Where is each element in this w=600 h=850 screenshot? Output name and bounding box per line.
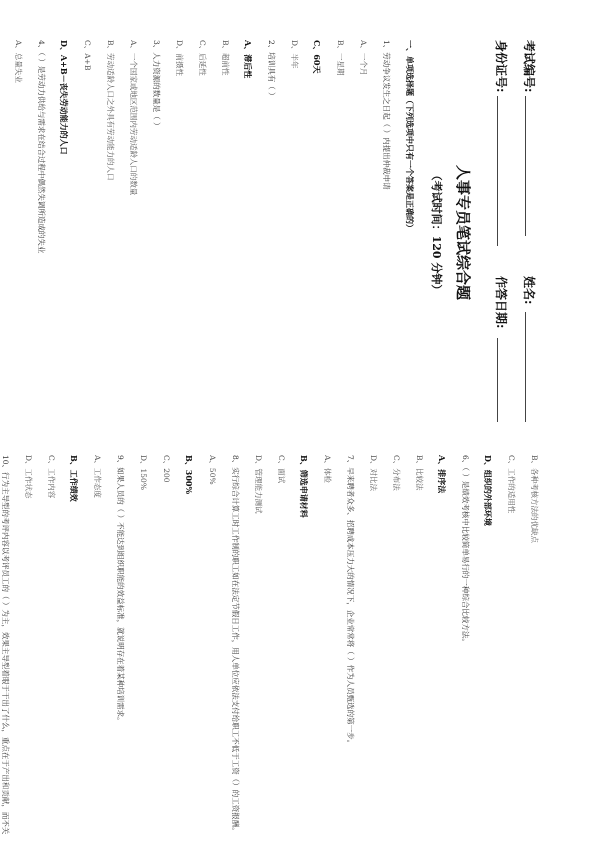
id-number-label: 身份证号:: [494, 40, 508, 93]
question-text: 10、行为主导型的考评内容以考评员工的（ ）为主，效果主导型着眼于干出了什么，重点在于产出和贡献，而不关: [1, 455, 10, 835]
header-row-2: [496, 40, 510, 425]
answer-option: C、后延性: [198, 40, 207, 76]
exam-number-blank: [525, 96, 526, 236]
question-text: 8、实行综合计算工时工作制的职工如在法定节假日工作，用人单位应依法支付给职工不低于工资（）的工资报酬。: [231, 455, 240, 835]
answer-option: D、150%: [139, 455, 148, 490]
answer-option: D、组织的外部环境: [483, 455, 493, 526]
question-text: 3、人力资源的数量是（ ）: [152, 40, 161, 130]
answer-option: D、A+B－丧失劳动能力的人口: [59, 40, 69, 155]
name-label: 姓名:: [522, 276, 536, 305]
answer-option: C、A+B: [83, 40, 92, 71]
answer-option: A、工作态度: [93, 455, 102, 498]
answer-option: B、工作绩效: [69, 455, 79, 502]
answer-option: D、对比法: [369, 455, 378, 492]
answer-option: D、半年: [290, 40, 299, 69]
question-text: 2、培训具有（ ）: [267, 40, 276, 100]
answer-option: B、筛选申请材料: [299, 455, 309, 518]
question-text: 6、（ ）是绩效考核中比较简单易行的一种综合比较方法。: [461, 455, 470, 646]
answer-option: A、总量失业: [14, 40, 23, 83]
answer-option: D、管理能力测试: [254, 455, 263, 514]
exam-title: 人事专员笔试综合题: [454, 164, 472, 300]
answer-option: B、各种考核方法的优缺点: [530, 455, 539, 544]
answer-option: C、面试: [277, 455, 286, 484]
answer-option: A、滞后性: [243, 40, 253, 79]
answer-option: D、前摄性: [175, 40, 184, 77]
question-text: 7、早来聘者众多、招聘成本压力大的情况下，企业常常将（ ）作为人员甄选的第一步。: [346, 455, 355, 748]
question-text: 1、劳动争议发生之日起（ ）内提出仲裁申请: [382, 40, 391, 190]
answer-option: B、劳动适龄人口之外具有劳动能力的人口: [106, 40, 115, 181]
date-blank: [497, 338, 498, 422]
answer-option: C、分布法: [392, 455, 401, 491]
answer-option: D、工作状态: [24, 455, 33, 499]
date-label: 作答日期:: [494, 276, 508, 329]
answer-option: A、一个国家或地区范围内劳动适龄人口的数量: [129, 40, 138, 196]
answer-option: C、200: [162, 455, 171, 483]
question-text: 4、（ ）是劳动力供给与需求在结合过程中偶然失调所造成的失业: [37, 40, 46, 254]
answer-option: A、50%: [208, 455, 217, 485]
left-column: [14, 40, 538, 425]
answer-option: B、比较法: [415, 455, 424, 491]
right-questions: [0, 455, 538, 840]
id-number-blank: [497, 96, 498, 246]
answer-option: B、一星期: [336, 40, 345, 76]
answer-option: A、体检: [323, 455, 332, 483]
answer-option: A、一个月: [359, 40, 368, 76]
question-text: 9、如果人员的（ ）不能达到组织职能的效益标准，就说明存在着某种培训需求。: [116, 455, 125, 725]
exam-number-label: 考试编号:: [522, 40, 536, 93]
right-column: [1, 455, 539, 840]
answer-option: B、超前性: [221, 40, 230, 76]
name-blank: [525, 312, 526, 422]
answer-option: A、排序法: [437, 455, 447, 494]
left-questions: [0, 40, 390, 425]
answer-option: C、工作的适用性: [507, 455, 516, 514]
exam-duration: （考试时间：120 分钟）: [430, 169, 443, 296]
section-heading: 一、单项选择题（下列选项中只有一个答案是正确的）: [405, 40, 415, 232]
answer-option: C、工作内容: [47, 455, 56, 499]
answer-option: B、300%: [184, 455, 194, 495]
header-row-1: [524, 40, 538, 425]
answer-option: C、60天: [312, 40, 322, 74]
